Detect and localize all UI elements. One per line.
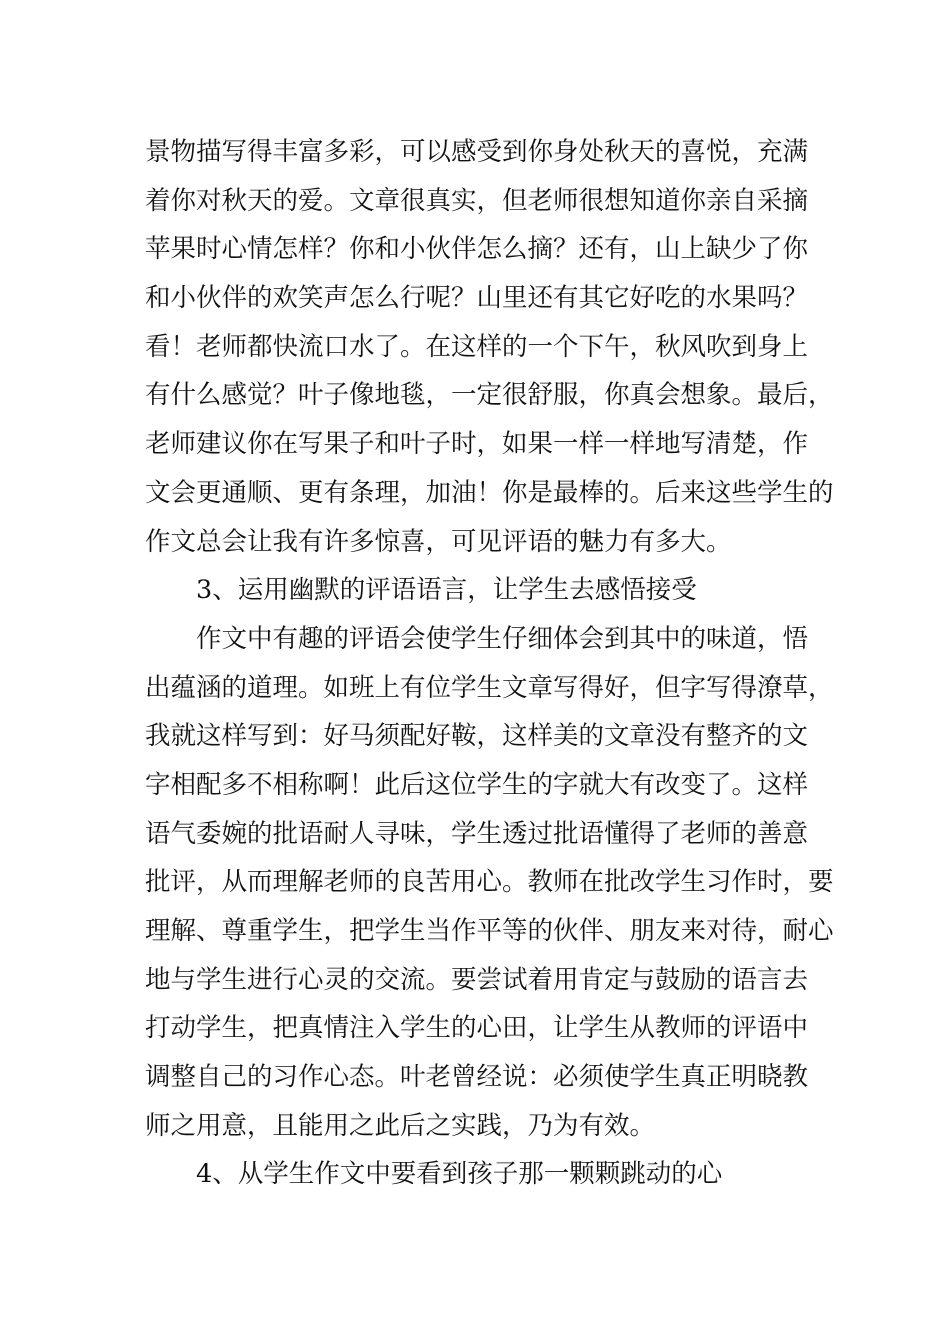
text-line: 师之用意，且能用之此后之实践，乃为有效。 (145, 1110, 656, 1141)
text-line: 和小伙伴的欢笑声怎么行呢？山里还有其它好吃的水果吗？ (145, 283, 809, 314)
text-line: 着你对秋天的爱。文章很真实，但老师很想知道你亲自采摘 (145, 185, 809, 216)
document-body (145, 128, 834, 1199)
text-line: 作文总会让我有许多惊喜，可见评语的魅力有多大。 (145, 526, 732, 557)
text-line: 我就这样写到：好马须配好鞍，这样美的文章没有整齐的文 (145, 721, 809, 752)
text-line: 批评，从而理解老师的良苦用心。教师在批改学生习作时，要 (145, 867, 834, 898)
text-line: 理解、尊重学生，把学生当作平等的伙伴、朋友来对待，耐心 (145, 916, 834, 946)
text-line: 打动学生，把真情注入学生的心田，让学生从教师的评语中 (145, 1013, 809, 1044)
text-line: 老师建议你在写果子和叶子时，如果一样一样地写清楚，作 (145, 429, 809, 460)
text-line: 语气委婉的批语耐人寻味，学生透过批语懂得了老师的善意 (145, 818, 809, 849)
text-line: 4、从学生作文中要看到孩子那一颗颗跳动的心 (196, 1159, 723, 1190)
text-line: 文会更通顺、更有条理，加油！你是最棒的。后来这些学生的 (145, 477, 834, 508)
text-line: 调整自己的习作心态。叶老曾经说：必须使学生真正明晓教 (145, 1062, 809, 1093)
text-line: 3、运用幽默的评语语言，让学生去感悟接受 (196, 575, 697, 606)
text-line: 出蕴涵的道理。如班上有位学生文章写得好，但字写得潦草， (145, 672, 834, 703)
text-line: 看！老师都快流口水了。在这样的一个下午，秋风吹到身上 (145, 331, 809, 362)
text-line: 作文中有趣的评语会使学生仔细体会到其中的味道，悟 (196, 623, 809, 654)
text-line: 苹果时心情怎样？你和小伙伴怎么摘？还有，山上缺少了你 (145, 234, 809, 265)
text-line: 景物描写得丰富多彩，可以感受到你身处秋天的喜悦，充满 (145, 137, 809, 167)
text-line: 地与学生进行心灵的交流。要尝试着用肯定与鼓励的语言去 (145, 964, 809, 995)
text-line: 字相配多不相称啊！此后这位学生的字就大有改变了。这样 (145, 769, 809, 800)
text-line: 有什么感觉？叶子像地毯，一定很舒服，你真会想象。最后， (145, 380, 834, 411)
